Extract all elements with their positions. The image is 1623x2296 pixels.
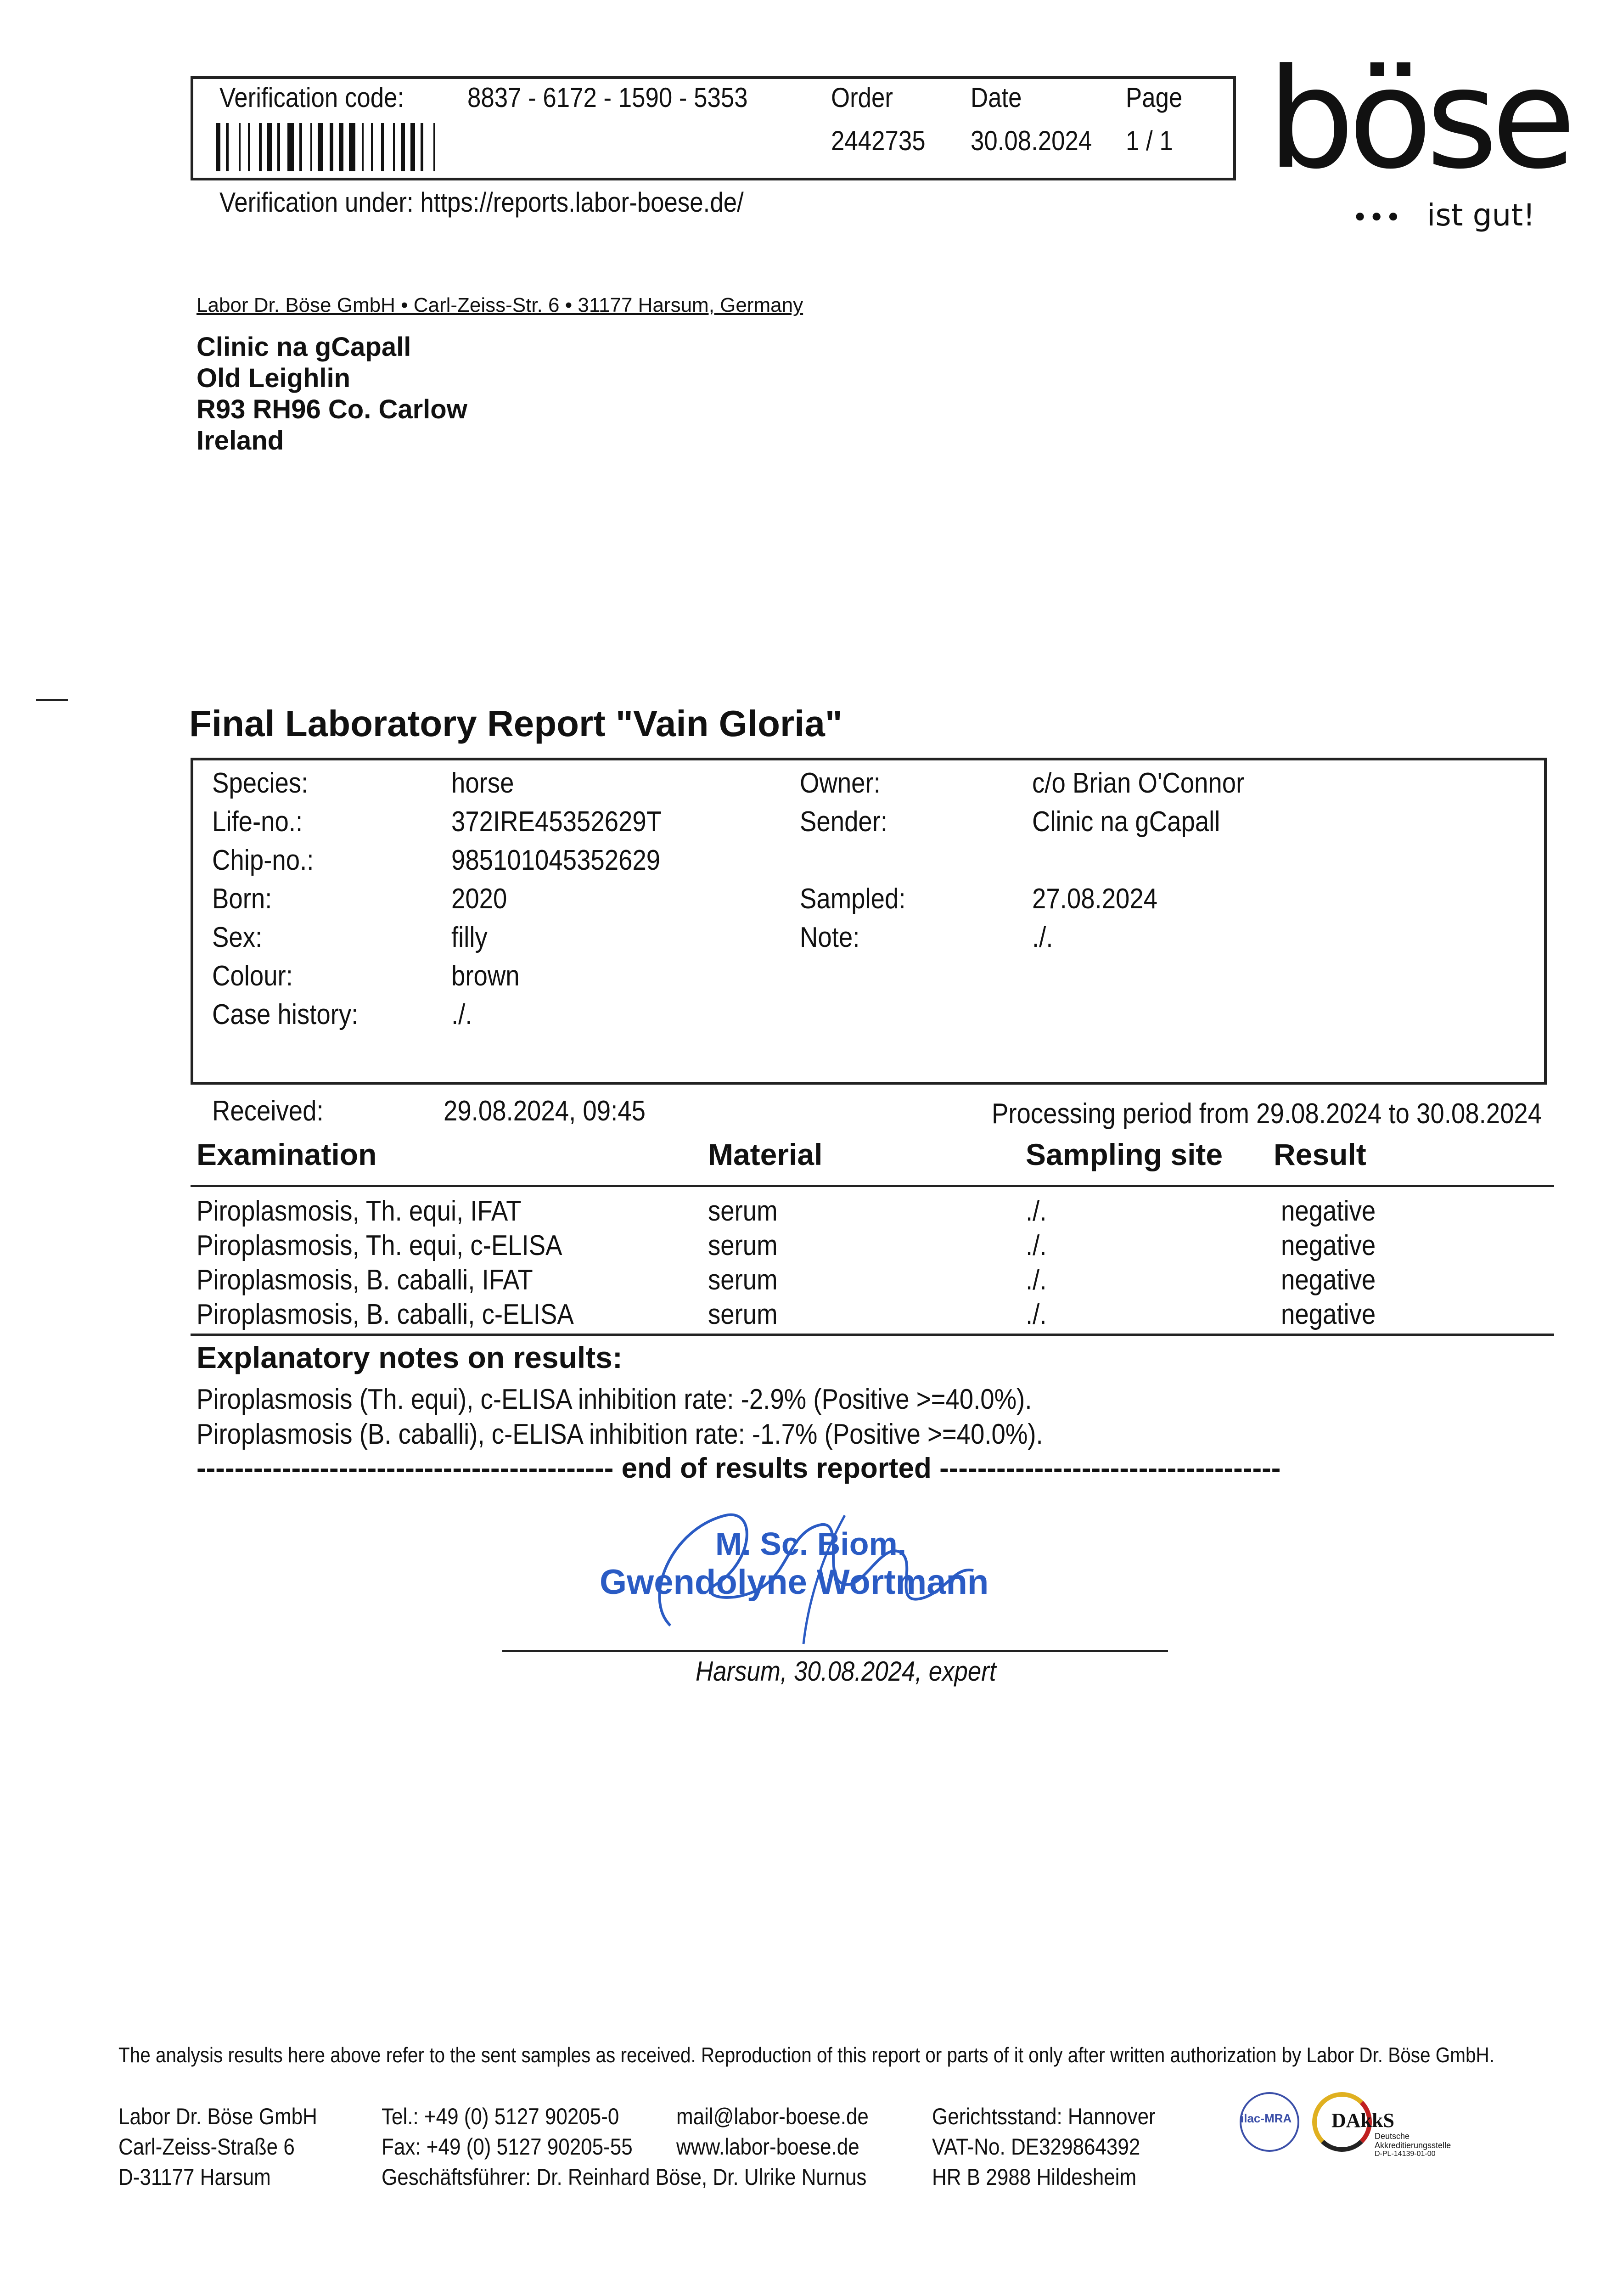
logo-dots-icon: ●●●	[1354, 206, 1404, 226]
sex-value: filly	[451, 922, 488, 953]
cell-sampling-site: ./.	[1026, 1195, 1047, 1227]
footer-court: Gerichtsstand: Hannover	[932, 2104, 1156, 2129]
footer-fax: Fax: +49 (0) 5127 90205-55	[382, 2134, 633, 2160]
fold-mark	[36, 699, 68, 701]
owner-label: Owner:	[800, 767, 881, 799]
cell-examination: Piroplasmosis, B. caballi, IFAT	[197, 1264, 533, 1296]
sender-label: Sender:	[800, 806, 888, 838]
chip-value: 985101045352629	[451, 844, 661, 876]
history-label: Case history:	[212, 999, 359, 1030]
footer-managers: Geschäftsführer: Dr. Reinhard Böse, Dr. Ulrike Nurnus	[382, 2164, 867, 2190]
signature-rule	[502, 1650, 1168, 1652]
cell-sampling-site: ./.	[1026, 1299, 1047, 1330]
note-line: Piroplasmosis (Th. equi), c-ELISA inhibition rate: -2.9% (Positive >=40.0%).	[197, 1384, 1032, 1415]
ilac-mra-label: ilac-MRA	[1241, 2111, 1292, 2125]
notes-heading: Explanatory notes on results:	[197, 1340, 623, 1374]
recipient-line: Old Leighlin	[197, 363, 351, 393]
cell-examination: Piroplasmosis, B. caballi, c-ELISA	[197, 1299, 574, 1330]
stamp-name: Gwendolyne Wortmann	[600, 1563, 989, 1602]
page-number: 1 / 1	[1126, 125, 1173, 156]
history-value: ./.	[451, 999, 472, 1030]
order-number: 2442735	[831, 125, 926, 156]
footer-website: www.labor-boese.de	[676, 2134, 859, 2160]
recipient-line: Clinic na gCapall	[197, 332, 411, 362]
lifeno-value: 372IRE45352629T	[451, 806, 662, 838]
logo-tagline: ist gut!	[1427, 197, 1535, 233]
report-date: 30.08.2024	[971, 125, 1092, 156]
cell-material: serum	[708, 1230, 778, 1261]
cell-material: serum	[708, 1299, 778, 1330]
note-value: ./.	[1032, 922, 1053, 953]
col-header-material: Material	[708, 1137, 823, 1171]
table-bottom-rule	[191, 1334, 1554, 1336]
footer-register: HR B 2988 Hildesheim	[932, 2164, 1137, 2190]
cell-material: serum	[708, 1195, 778, 1227]
owner-value: c/o Brian O'Connor	[1032, 767, 1245, 799]
verification-url: Verification under: https://reports.labor-boese.de/	[219, 187, 744, 218]
footer-company: Labor Dr. Böse GmbH	[118, 2104, 317, 2129]
cell-result: negative	[1281, 1195, 1376, 1227]
dakks-subtitle: Deutsche	[1375, 2132, 1410, 2141]
cell-examination: Piroplasmosis, Th. equi, IFAT	[197, 1195, 522, 1227]
footer-vat: VAT-No. DE329864392	[932, 2134, 1140, 2160]
sampled-label: Sampled:	[800, 883, 906, 915]
dakks-subtitle: Akkreditierungsstelle	[1375, 2141, 1451, 2150]
cell-result: negative	[1281, 1230, 1376, 1261]
bose-logo: böse	[1267, 39, 1570, 199]
table-header-rule	[191, 1185, 1554, 1187]
col-header-examination: Examination	[197, 1137, 377, 1171]
recipient-line: Ireland	[197, 426, 284, 456]
cell-examination: Piroplasmosis, Th. equi, c-ELISA	[197, 1230, 562, 1261]
sender-address-line: Labor Dr. Böse GmbH • Carl-Zeiss-Str. 6 • 31177 Harsum, Germany	[197, 294, 803, 316]
born-label: Born:	[212, 883, 272, 915]
order-label: Order	[831, 82, 893, 113]
chip-label: Chip-no.:	[212, 844, 314, 876]
signature-caption: Harsum, 30.08.2024, expert	[696, 1656, 996, 1687]
verification-code: 8837 - 6172 - 1590 - 5353	[467, 82, 748, 113]
footer-disclaimer: The analysis results here above refer to the sent samples as received. Reproduction of this report or parts of it only after written authorization by Labor Dr. Böse GmbH.	[118, 2043, 1494, 2067]
col-header-sampling-site: Sampling site	[1026, 1137, 1223, 1171]
note-line: Piroplasmosis (B. caballi), c-ELISA inhibition rate: -1.7% (Positive >=40.0%).	[197, 1418, 1043, 1450]
sender-value: Clinic na gCapall	[1032, 806, 1220, 838]
dakks-label: DAkkS	[1331, 2109, 1394, 2132]
end-of-results-line: -------------------------------------------- end of results reported ------------------------------------	[197, 1452, 1281, 1484]
page-label: Page	[1126, 82, 1183, 113]
recipient-line: R93 RH96 Co. Carlow	[197, 394, 467, 424]
cell-result: negative	[1281, 1299, 1376, 1330]
received-label: Received:	[212, 1095, 324, 1127]
cell-sampling-site: ./.	[1026, 1230, 1047, 1261]
barcode	[216, 123, 551, 171]
cell-sampling-site: ./.	[1026, 1264, 1047, 1296]
born-value: 2020	[451, 883, 507, 915]
stamp-title: M. Sc. Biom.	[715, 1526, 907, 1562]
footer-phone: Tel.: +49 (0) 5127 90205-0	[382, 2104, 619, 2129]
verification-label: Verification code:	[219, 82, 404, 113]
cell-material: serum	[708, 1264, 778, 1296]
processing-period: Processing period from 29.08.2024 to 30.08.2024	[992, 1098, 1542, 1130]
received-value: 29.08.2024, 09:45	[444, 1095, 646, 1127]
note-label: Note:	[800, 922, 860, 953]
species-value: horse	[451, 767, 514, 799]
dakks-id: D-PL-14139-01-00	[1375, 2150, 1436, 2158]
report-title: Final Laboratory Report "Vain Gloria"	[189, 703, 842, 744]
sampled-value: 27.08.2024	[1032, 883, 1158, 915]
date-label: Date	[971, 82, 1022, 113]
footer-city: D-31177 Harsum	[118, 2164, 271, 2190]
footer-street: Carl-Zeiss-Straße 6	[118, 2134, 295, 2160]
col-header-result: Result	[1274, 1137, 1366, 1171]
footer-email: mail@labor-boese.de	[676, 2104, 869, 2129]
species-label: Species:	[212, 767, 309, 799]
colour-value: brown	[451, 960, 520, 992]
lifeno-label: Life-no.:	[212, 806, 303, 838]
colour-label: Colour:	[212, 960, 293, 992]
sex-label: Sex:	[212, 922, 263, 953]
cell-result: negative	[1281, 1264, 1376, 1296]
